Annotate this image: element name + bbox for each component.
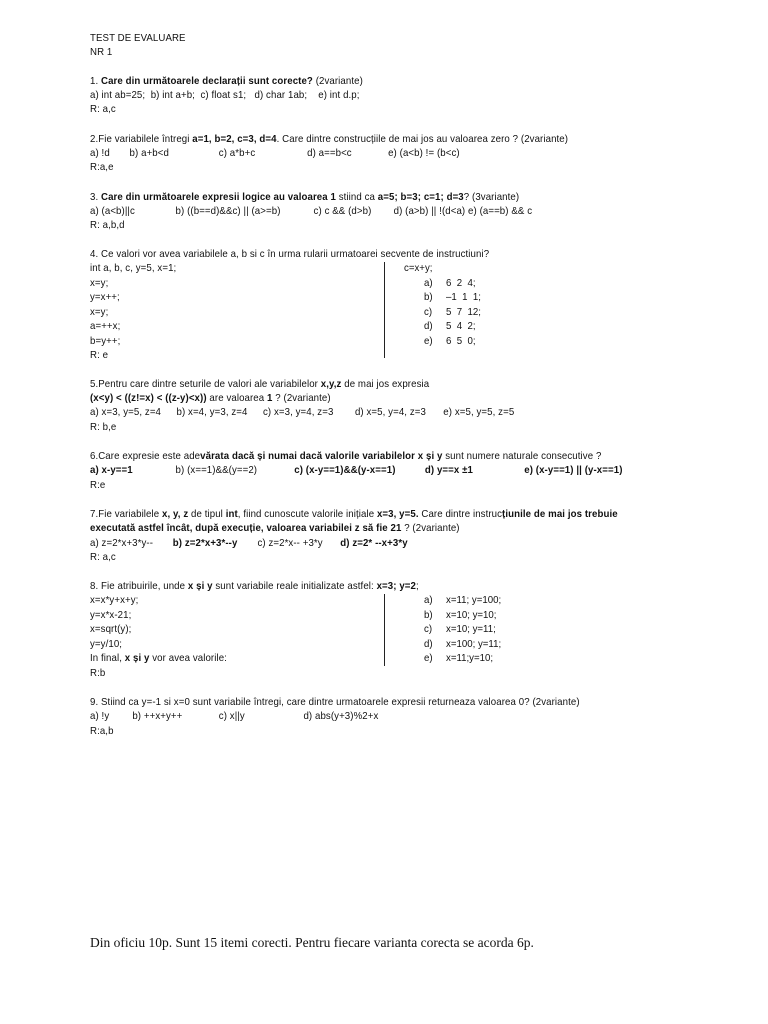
q4-option-letter: e)	[424, 335, 433, 347]
q8-code-line: y=y/10;	[90, 638, 123, 650]
q1-answer: R: a,c	[90, 103, 116, 115]
column-divider	[384, 594, 385, 666]
q5-options: a) x=3, y=5, z=4 b) x=4, y=3, z=4 c) x=3, y=4, z=3 d) x=5, y=4, z=3 e) x=5, y=5, z=5	[90, 406, 515, 418]
doc-title: TEST DE EVALUARE	[90, 32, 186, 44]
q4-option-value: 5 4 2;	[446, 320, 476, 332]
q4-question: 4. Ce valori vor avea variabilele a, b si c în urma rularii urmatoarei secvente de instructiuni?	[90, 248, 490, 260]
q4-code-line: a=++x;	[90, 320, 121, 332]
q4-code-right: c=x+y;	[404, 262, 433, 274]
q7-question-cont: executată astfel încât, după execuție, valoarea variabilei z să fie 21 ? (2variante)	[90, 522, 460, 534]
q8-option-value: x=11;y=10;	[446, 652, 494, 664]
q4-answer: R: e	[90, 349, 109, 361]
q4-code-line: x=y;	[90, 306, 109, 318]
q8-answer: R:b	[90, 667, 106, 679]
scoring-note: Din oficiu 10p. Sunt 15 itemi corecti. Pentru fiecare varianta corecta se acorda 6p.	[90, 935, 534, 950]
q8-final: In final, x și y vor avea valorile:	[90, 652, 227, 664]
q8-option-letter: d)	[424, 638, 433, 650]
q4-option-letter: a)	[424, 277, 433, 289]
q4-option-value: 6 5 0;	[446, 335, 476, 347]
q8-option-letter: a)	[424, 594, 433, 606]
q9-question: 9. Stiind ca y=-1 si x=0 sunt variabile întregi, care dintre urmatoarele expresii returneaza valoarea 0? (2variante)	[90, 696, 580, 708]
q5-expression: (x<y) < ((z!=x) < ((z-y)<x)) are valoarea 1 ? (2variante)	[90, 392, 331, 404]
q8-code-line: x=x*y+x+y;	[90, 594, 139, 606]
q6-question: 6.Care expresie este adevărata dacă și numai dacă valorile variabilelor x și y sunt numere naturale consecutive ?	[90, 450, 602, 462]
q1-question: 1. Care din următoarele declarații sunt corecte? (2variante)	[90, 75, 363, 87]
q3-answer: R: a,b,d	[90, 219, 125, 231]
q4-option-value: 5 7 12;	[446, 306, 481, 318]
q4-code-line: y=x++;	[90, 291, 120, 303]
q8-option-letter: c)	[424, 623, 433, 635]
q7-options: a) z=2*x+3*y-- b) z=2*x+3*--y c) z=2*x-- +3*y d) z=2* --x+3*y	[90, 537, 408, 549]
q8-option-value: x=10; y=10;	[446, 609, 497, 621]
q6-options: a) x-y==1 b) (x==1)&&(y==2) c) (x-y==1)&&(y-x==1) d) y==x ±1 e) (x-y==1) || (y-x==1)	[90, 464, 623, 476]
q4-option-letter: b)	[424, 291, 433, 303]
q2-question: 2.Fie variabilele întregi a=1, b=2, c=3, d=4. Care dintre construcțiile de mai jos au valoarea zero ? (2variante)	[90, 133, 569, 145]
q2-answer: R:a,e	[90, 161, 114, 173]
q8-question: 8. Fie atribuirile, unde x și y sunt variabile reale initializate astfel: x=3; y=2;	[90, 580, 419, 592]
q4-option-letter: c)	[424, 306, 433, 318]
doc-number: NR 1	[90, 46, 113, 58]
q9-answer: R:a,b	[90, 725, 114, 737]
q7-answer: R: a,c	[90, 551, 116, 563]
q4-option-value: –1 1 1;	[446, 291, 481, 303]
q4-code-line: b=y++;	[90, 335, 121, 347]
q4-option-value: 6 2 4;	[446, 277, 476, 289]
q9-options: a) !y b) ++x+y++ c) x||y d) abs(y+3)%2+x	[90, 710, 379, 722]
q8-code-line: y=x*x-21;	[90, 609, 132, 621]
q3-options: a) (a<b)||c b) ((b==d)&&c) || (a>=b) c) c && (d>b) d) (a>b) || !(d<a) e) (a==b) && c	[90, 205, 533, 217]
q8-code-line: x=sqrt(y);	[90, 623, 132, 635]
q8-option-value: x=10; y=11;	[446, 623, 496, 635]
q8-option-letter: e)	[424, 652, 433, 664]
q4-code-line: int a, b, c, y=5, x=1;	[90, 262, 177, 274]
q6-answer: R:e	[90, 479, 106, 491]
q1-options: a) int ab=25; b) int a+b; c) float s1; d) char 1ab; e) int d.p;	[90, 89, 360, 101]
q8-option-value: x=11; y=100;	[446, 594, 502, 606]
q8-option-letter: b)	[424, 609, 433, 621]
q8-option-value: x=100; y=11;	[446, 638, 502, 650]
q4-option-letter: d)	[424, 320, 433, 332]
q3-question: 3. Care din următoarele expresii logice au valoarea 1 stiind ca a=5; b=3; c=1; d=3? (3variante)	[90, 191, 520, 203]
q4-code-line: x=y;	[90, 277, 109, 289]
column-divider	[384, 262, 385, 358]
q7-question: 7.Fie variabilele x, y, z de tipul int, fiind cunoscute valorile inițiale x=3, y=5. Care dintre instrucțiunile de mai jos trebuie	[90, 508, 618, 520]
q5-answer: R: b,e	[90, 421, 117, 433]
q5-question: 5.Pentru care dintre seturile de valori ale variabilelor x,y,z de mai jos expresia	[90, 378, 430, 390]
q2-options: a) !d b) a+b<d c) a*b+c d) a==b<c e) (a<b) != (b<c)	[90, 147, 460, 159]
